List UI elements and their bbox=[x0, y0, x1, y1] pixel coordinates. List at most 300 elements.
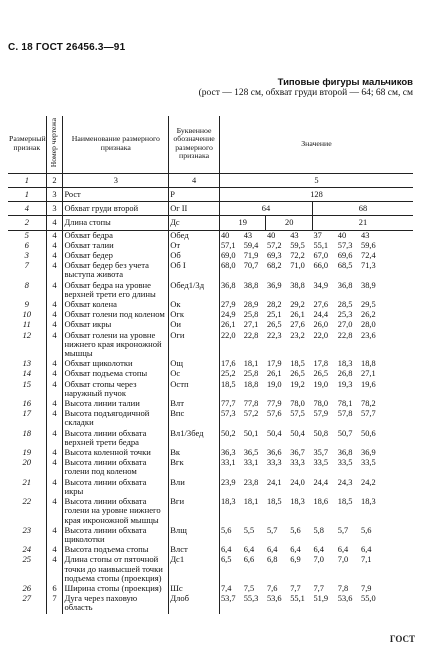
size-feature-no: 6 bbox=[8, 241, 46, 251]
feature-name: Обхват голени на уровне нижнего края икроножной мышцы bbox=[63, 331, 169, 360]
value-cell: 27,9 bbox=[220, 300, 236, 310]
feature-name: Высота подъягодичной складки bbox=[63, 409, 169, 428]
value-cell: 26,0 bbox=[313, 320, 329, 330]
value-cell: 36,9 bbox=[361, 448, 376, 458]
table-row bbox=[8, 281, 413, 300]
value-cell: 72,2 bbox=[290, 251, 305, 261]
value-cell: 22,0 bbox=[313, 330, 329, 340]
value-cell: 51,9 bbox=[313, 594, 329, 604]
feature-code: Оги bbox=[169, 331, 220, 360]
feature-name: Высота линии обхвата голени под коленом bbox=[63, 458, 169, 477]
size-feature-no: 2 bbox=[8, 216, 46, 230]
value-cell: 7,0 bbox=[337, 555, 349, 565]
value-cell: 50,6 bbox=[361, 428, 376, 438]
drawing-no: 4 bbox=[46, 369, 63, 379]
drawing-no: 4 bbox=[46, 429, 63, 448]
value-cell: 36,8 bbox=[337, 448, 353, 458]
feature-name: Обхват бедра bbox=[63, 230, 169, 241]
value-cell: 57,1 bbox=[220, 240, 236, 250]
feature-code: Вги bbox=[169, 497, 220, 526]
value-cell bbox=[383, 281, 413, 300]
value-cell: 22,8 bbox=[337, 330, 353, 340]
value-cell: 36,3 bbox=[220, 448, 236, 458]
feature-name: Высота линии обхвата голени на уровне нижнего края икроножной мышцы bbox=[63, 497, 169, 526]
value-cell: 28,0 bbox=[361, 320, 376, 330]
value-cell: 33,1 bbox=[220, 458, 236, 468]
value-cell: 26,8 bbox=[337, 369, 353, 379]
value-cell: 18,6 bbox=[313, 497, 329, 507]
feature-code: Ос bbox=[169, 369, 220, 379]
value-cell bbox=[383, 310, 413, 320]
value-cell: 40 bbox=[337, 230, 347, 240]
value-cell: 25,8 bbox=[243, 369, 259, 379]
feature-code: Влт bbox=[169, 399, 220, 409]
value-cell: 7,8 bbox=[337, 583, 349, 593]
feature-code: Вгк bbox=[169, 458, 220, 477]
table-title: Типовые фигуры мальчиков bbox=[277, 77, 413, 88]
value-cell: 24,0 bbox=[290, 477, 305, 487]
table-row bbox=[8, 555, 413, 584]
table-row bbox=[8, 497, 413, 526]
col-header-size-feature: Размерный признак bbox=[8, 116, 46, 173]
value-cell: 5,8 bbox=[313, 525, 324, 535]
feature-code: Ои bbox=[169, 320, 220, 330]
value-cell: 77,8 bbox=[243, 399, 259, 409]
feature-code: Влст bbox=[169, 545, 220, 555]
value-cell: 6,6 bbox=[243, 555, 255, 565]
value-cell: 26,5 bbox=[313, 369, 329, 379]
value-cell: 43 bbox=[243, 230, 253, 240]
value-cell: 28,5 bbox=[337, 300, 353, 310]
size-feature-no: 7 bbox=[8, 261, 46, 280]
drawing-no: 4 bbox=[46, 331, 63, 360]
feature-code: Дс bbox=[169, 216, 220, 230]
table-row bbox=[8, 409, 413, 428]
value-cell: 19,3 bbox=[337, 379, 353, 389]
size-feature-no: 16 bbox=[8, 399, 46, 409]
value-cell bbox=[383, 359, 413, 369]
value-cell: 57,3 bbox=[220, 409, 236, 419]
value-cell bbox=[383, 458, 413, 477]
drawing-no: 7 bbox=[46, 594, 63, 613]
feature-name: Высота линии обхвата щиколотки bbox=[63, 526, 169, 545]
drawing-no: 4 bbox=[46, 320, 63, 330]
table-row bbox=[8, 429, 413, 448]
value-cell: 57,3 bbox=[337, 240, 353, 250]
value-cell: 22,8 bbox=[243, 330, 259, 340]
drawing-no: 4 bbox=[46, 261, 63, 280]
value-cell: 43 bbox=[290, 230, 299, 240]
size-feature-no: 22 bbox=[8, 497, 46, 526]
value-cell: 24,3 bbox=[337, 477, 353, 487]
column-headers bbox=[8, 116, 413, 173]
drawing-no: 4 bbox=[46, 526, 63, 545]
value-cell: 57,6 bbox=[266, 409, 282, 419]
value-cell: 57,2 bbox=[243, 409, 259, 419]
value-cell: 67,0 bbox=[313, 251, 329, 261]
value-cell: 18,5 bbox=[337, 497, 353, 507]
value-cell: 78,1 bbox=[337, 399, 353, 409]
value-cell: 36,5 bbox=[243, 448, 259, 458]
value-cell bbox=[383, 429, 413, 448]
drawing-no: 3 bbox=[46, 188, 63, 202]
value-cell bbox=[383, 584, 413, 594]
value-cell: 18,3 bbox=[220, 497, 236, 507]
feature-name: Высота линии талии bbox=[63, 399, 169, 409]
value-cell: 27,1 bbox=[361, 369, 376, 379]
param-row bbox=[8, 202, 413, 216]
value-cell bbox=[383, 251, 413, 261]
size-feature-no: 24 bbox=[8, 545, 46, 555]
size-feature-no: 11 bbox=[8, 320, 46, 330]
feature-name: Обхват груди второй bbox=[63, 202, 169, 216]
feature-code: Влщ bbox=[169, 526, 220, 545]
value-cell: 78,0 bbox=[313, 399, 329, 409]
value-cell bbox=[383, 555, 413, 584]
param-value: 20 bbox=[266, 216, 313, 230]
table-row bbox=[8, 478, 413, 497]
value-cell: 33,3 bbox=[290, 458, 305, 468]
value-cell: 33,5 bbox=[361, 458, 376, 468]
value-cell: 72,4 bbox=[361, 251, 376, 261]
feature-name: Обхват бедер без учета выступа живота bbox=[63, 261, 169, 280]
value-cell: 50,4 bbox=[290, 428, 305, 438]
value-cell: 55,1 bbox=[290, 594, 305, 604]
value-cell: 6,4 bbox=[243, 545, 255, 555]
value-cell: 18,3 bbox=[337, 359, 353, 369]
value-cell: 69,3 bbox=[266, 251, 282, 261]
size-feature-no: 10 bbox=[8, 310, 46, 320]
size-feature-no: 18 bbox=[8, 429, 46, 448]
value-cell: 66,0 bbox=[313, 261, 329, 271]
value-cell: 34,9 bbox=[313, 280, 329, 290]
feature-code: Ощ bbox=[169, 359, 220, 369]
value-cell bbox=[383, 478, 413, 497]
size-table bbox=[8, 116, 413, 614]
value-cell: 23,8 bbox=[243, 477, 259, 487]
drawing-no: 4 bbox=[46, 448, 63, 458]
value-cell: 5,5 bbox=[243, 525, 255, 535]
value-cell bbox=[383, 545, 413, 555]
size-feature-no: 20 bbox=[8, 458, 46, 477]
value-cell bbox=[383, 369, 413, 379]
value-cell: 25,3 bbox=[337, 310, 353, 320]
value-cell: 36,7 bbox=[290, 448, 305, 458]
feature-code: Вк bbox=[169, 448, 220, 458]
param-value: 21 bbox=[312, 216, 413, 230]
feature-code: Вли bbox=[169, 478, 220, 497]
drawing-no: 4 bbox=[46, 497, 63, 526]
value-cell: 7,7 bbox=[313, 583, 324, 593]
value-cell bbox=[383, 409, 413, 428]
value-cell: 69,6 bbox=[337, 251, 353, 261]
size-feature-no: 15 bbox=[8, 380, 46, 399]
value-cell bbox=[383, 300, 413, 310]
size-feature-no: 21 bbox=[8, 478, 46, 497]
value-cell: 28,2 bbox=[266, 300, 282, 310]
value-cell: 7,9 bbox=[361, 583, 372, 593]
value-cell: 38,8 bbox=[290, 280, 305, 290]
size-feature-no: 9 bbox=[8, 300, 46, 310]
size-feature-no: 19 bbox=[8, 448, 46, 458]
value-cell: 68,2 bbox=[266, 261, 282, 271]
value-cell bbox=[383, 380, 413, 399]
col-header-drawing: Номер чертежа bbox=[46, 116, 63, 173]
drawing-no: 3 bbox=[46, 202, 63, 216]
value-cell: 24,2 bbox=[361, 477, 376, 487]
feature-name: Обхват голени под коленом bbox=[63, 310, 169, 320]
value-cell bbox=[383, 497, 413, 526]
value-cell bbox=[383, 261, 413, 280]
feature-code: Об I bbox=[169, 261, 220, 280]
value-cell: 40 bbox=[220, 230, 230, 240]
column-index-row: 1 2 3 4 5 bbox=[8, 173, 413, 187]
value-cell: 36,9 bbox=[266, 280, 282, 290]
value-cell: 19,6 bbox=[361, 379, 376, 389]
value-cell: 23,2 bbox=[290, 330, 305, 340]
value-cell: 6,4 bbox=[361, 545, 372, 555]
table-row bbox=[8, 458, 413, 477]
value-cell: 26,2 bbox=[361, 310, 376, 320]
value-cell: 78,2 bbox=[361, 399, 376, 409]
value-cell bbox=[383, 320, 413, 330]
drawing-no: 4 bbox=[46, 409, 63, 428]
feature-code: Длоб bbox=[169, 594, 220, 613]
value-cell: 5,7 bbox=[266, 525, 278, 535]
value-cell: 77,9 bbox=[266, 399, 282, 409]
value-cell: 26,1 bbox=[220, 320, 236, 330]
value-cell: 5,6 bbox=[290, 525, 301, 535]
value-cell: 25,2 bbox=[220, 369, 236, 379]
feature-name: Высота коленной точки bbox=[63, 448, 169, 458]
feature-code: Ог II bbox=[169, 202, 220, 216]
value-cell: 18,8 bbox=[243, 379, 259, 389]
value-cell: 18,5 bbox=[290, 359, 305, 369]
value-cell: 71,9 bbox=[243, 251, 259, 261]
col-header-code: Буквенное обозначение размерного признака bbox=[169, 116, 220, 173]
value-cell: 26,5 bbox=[266, 320, 282, 330]
value-cell: 40 bbox=[266, 230, 276, 240]
value-cell: 19,2 bbox=[290, 379, 305, 389]
value-cell: 18,3 bbox=[361, 497, 376, 507]
param-row bbox=[8, 188, 413, 202]
value-cell: 71,0 bbox=[290, 261, 305, 271]
value-cell: 38,9 bbox=[361, 280, 376, 290]
value-cell: 36,8 bbox=[337, 280, 353, 290]
drawing-no: 4 bbox=[46, 251, 63, 261]
value-cell: 6,8 bbox=[266, 555, 278, 565]
value-cell: 50,4 bbox=[266, 428, 282, 438]
value-cell: 77,7 bbox=[220, 399, 236, 409]
value-cell: 27,0 bbox=[337, 320, 353, 330]
value-cell: 5,6 bbox=[220, 525, 232, 535]
value-cell: 6,5 bbox=[220, 555, 232, 565]
feature-name: Ширина стопы (проекция) bbox=[63, 584, 169, 594]
drawing-no: 4 bbox=[46, 241, 63, 251]
table-row bbox=[8, 331, 413, 360]
value-cell: 50,7 bbox=[337, 428, 353, 438]
value-cell: 28,9 bbox=[243, 300, 259, 310]
value-cell: 27,6 bbox=[313, 300, 329, 310]
table-row bbox=[8, 526, 413, 545]
feature-code: Ок bbox=[169, 300, 220, 310]
value-cell: 7,1 bbox=[361, 555, 372, 565]
value-cell: 7,4 bbox=[220, 583, 232, 593]
value-cell: 6,4 bbox=[290, 545, 301, 555]
value-cell: 24,4 bbox=[313, 310, 329, 320]
page-mark: ГОСТ bbox=[389, 634, 415, 644]
drawing-no: 4 bbox=[46, 555, 63, 584]
feature-name: Длина стопы bbox=[63, 216, 169, 230]
value-cell: 57,5 bbox=[290, 409, 305, 419]
drawing-no: 4 bbox=[46, 281, 63, 300]
feature-name: Обхват стопы через наружный пучок bbox=[63, 380, 169, 399]
value-cell: 50,8 bbox=[313, 428, 329, 438]
value-cell: 7,6 bbox=[266, 583, 278, 593]
value-cell: 22,3 bbox=[266, 330, 282, 340]
value-cell: 6,9 bbox=[290, 555, 301, 565]
value-cell: 7,0 bbox=[313, 555, 324, 565]
value-cell: 36,8 bbox=[220, 280, 236, 290]
value-cell: 78,0 bbox=[290, 399, 305, 409]
drawing-no: 4 bbox=[46, 399, 63, 409]
value-cell: 26,1 bbox=[266, 369, 282, 379]
value-cell bbox=[383, 331, 413, 360]
value-cell: 53,7 bbox=[220, 594, 236, 604]
value-cell: 33,5 bbox=[313, 458, 329, 468]
feature-code: Об bbox=[169, 251, 220, 261]
value-cell: 17,6 bbox=[220, 359, 236, 369]
value-cell: 29,2 bbox=[290, 300, 305, 310]
value-cell: 24,4 bbox=[313, 477, 329, 487]
value-cell: 68,5 bbox=[337, 261, 353, 271]
value-cell: 53,6 bbox=[266, 594, 282, 604]
feature-name: Обхват бедер bbox=[63, 251, 169, 261]
value-cell: 6,4 bbox=[220, 545, 232, 555]
value-cell: 57,9 bbox=[313, 409, 329, 419]
value-cell: 43 bbox=[361, 230, 370, 240]
value-cell: 33,5 bbox=[337, 458, 353, 468]
feature-name: Длина стопы от пяточной точки до наивысшей точки подъема стопы (проекция) bbox=[63, 555, 169, 584]
value-cell: 5,6 bbox=[361, 525, 372, 535]
col-header-name: Наименование размерного признака bbox=[63, 116, 169, 173]
value-cell: 53,6 bbox=[337, 594, 353, 604]
feature-name: Высота линии обхвата икры bbox=[63, 478, 169, 497]
param-value: 128 bbox=[219, 188, 413, 202]
size-feature-no: 1 bbox=[8, 188, 46, 202]
size-feature-no: 13 bbox=[8, 359, 46, 369]
size-feature-no: 12 bbox=[8, 331, 46, 360]
value-cell: 33,3 bbox=[266, 458, 282, 468]
value-cell: 23,9 bbox=[220, 477, 236, 487]
feature-code: Дс1 bbox=[169, 555, 220, 584]
drawing-no: 4 bbox=[46, 216, 63, 230]
value-cell: 50,2 bbox=[220, 428, 236, 438]
feature-code: Шс bbox=[169, 584, 220, 594]
value-cell: 18,5 bbox=[266, 497, 282, 507]
size-feature-no: 3 bbox=[8, 251, 46, 261]
value-cell: 17,8 bbox=[313, 359, 329, 369]
feature-name: Обхват щиколотки bbox=[63, 359, 169, 369]
value-cell: 26,1 bbox=[290, 310, 305, 320]
feature-name: Рост bbox=[63, 188, 169, 202]
value-cell: 59,4 bbox=[243, 240, 259, 250]
value-cell: 18,1 bbox=[243, 497, 259, 507]
drawing-no: 4 bbox=[46, 545, 63, 555]
value-cell: 7,5 bbox=[243, 583, 255, 593]
size-feature-no: 26 bbox=[8, 584, 46, 594]
value-cell: 29,5 bbox=[361, 300, 376, 310]
value-cell: 71,3 bbox=[361, 261, 376, 271]
value-cell: 22,0 bbox=[220, 330, 236, 340]
value-cell: 57,8 bbox=[337, 409, 353, 419]
value-cell: 26,5 bbox=[290, 369, 305, 379]
value-cell: 18,3 bbox=[290, 497, 305, 507]
drawing-no: 4 bbox=[46, 300, 63, 310]
value-cell: 19,0 bbox=[266, 379, 282, 389]
value-cell: 25,8 bbox=[243, 310, 259, 320]
feature-name: Высота линии обхвата верхней трети бедра bbox=[63, 429, 169, 448]
feature-name: Высота подъема стопы bbox=[63, 545, 169, 555]
value-cell: 55,0 bbox=[361, 594, 376, 604]
value-cell: 6,4 bbox=[266, 545, 278, 555]
size-feature-no: 17 bbox=[8, 409, 46, 428]
value-cell: 57,7 bbox=[361, 409, 376, 419]
param-value: 68 bbox=[312, 202, 413, 216]
value-cell: 69,0 bbox=[220, 251, 236, 261]
value-cell: 5,7 bbox=[337, 525, 349, 535]
value-cell: 25,1 bbox=[266, 310, 282, 320]
size-feature-no: 23 bbox=[8, 526, 46, 545]
drawing-no: 4 bbox=[46, 230, 63, 241]
value-cell: 24,9 bbox=[220, 310, 236, 320]
value-cell: 37 bbox=[313, 230, 322, 240]
feature-code: Обед bbox=[169, 230, 220, 241]
size-feature-no: 8 bbox=[8, 281, 46, 300]
value-cell bbox=[383, 230, 413, 241]
value-cell bbox=[383, 594, 413, 613]
feature-name: Обхват подъема стопы bbox=[63, 369, 169, 379]
size-feature-no: 4 bbox=[8, 202, 46, 216]
value-cell: 55,3 bbox=[243, 594, 259, 604]
value-cell: 6,4 bbox=[313, 545, 324, 555]
value-cell: 38,8 bbox=[243, 280, 259, 290]
size-feature-no: 5 bbox=[8, 230, 46, 241]
feature-code: Остп bbox=[169, 380, 220, 399]
feature-name: Дуга через паховую область bbox=[63, 594, 169, 613]
table-subtitle: (рост — 128 см, обхват груди второй — 64; 68 см, см bbox=[198, 88, 413, 98]
feature-name: Обхват икры bbox=[63, 320, 169, 330]
feature-code: Вл1/3бед bbox=[169, 429, 220, 448]
feature-name: Обхват колена bbox=[63, 300, 169, 310]
value-cell: 18,1 bbox=[243, 359, 259, 369]
drawing-no: 4 bbox=[46, 380, 63, 399]
value-cell: 23,6 bbox=[361, 330, 376, 340]
feature-code: От bbox=[169, 241, 220, 251]
value-cell: 57,2 bbox=[266, 240, 282, 250]
value-cell: 59,6 bbox=[361, 240, 376, 250]
size-feature-no: 25 bbox=[8, 555, 46, 584]
value-cell: 6,4 bbox=[337, 545, 349, 555]
feature-code: Обед1/3д bbox=[169, 281, 220, 300]
feature-code: Р bbox=[169, 188, 220, 202]
drawing-no: 4 bbox=[46, 478, 63, 497]
col-header-value: Значение bbox=[219, 116, 413, 173]
param-value: 64 bbox=[219, 202, 312, 216]
value-cell: 35,7 bbox=[313, 448, 329, 458]
value-cell: 68,0 bbox=[220, 261, 236, 271]
drawing-no: 4 bbox=[46, 310, 63, 320]
